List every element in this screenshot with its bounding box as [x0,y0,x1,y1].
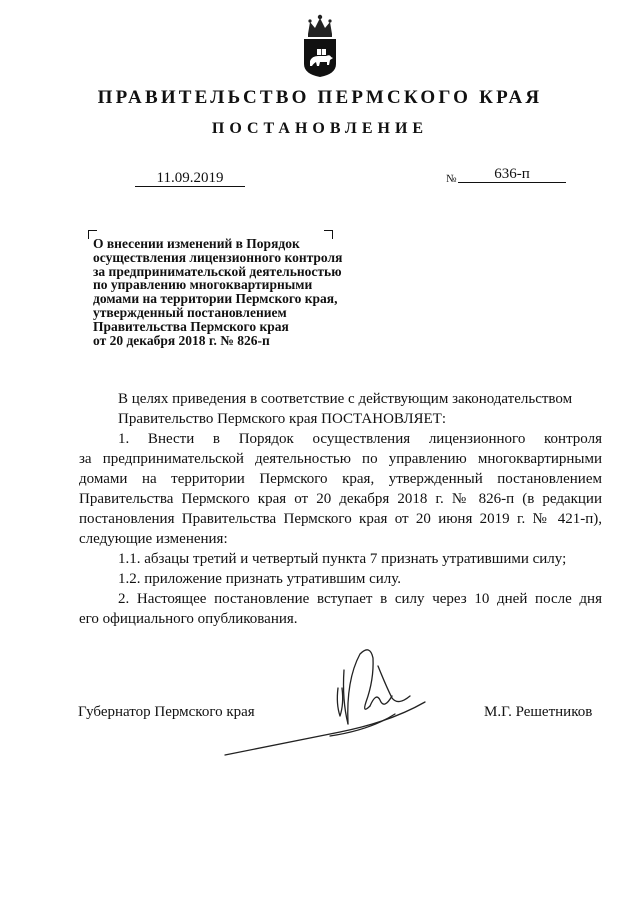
subject-line: за предпринимательской деятельностью [93,263,342,279]
subject-line: от 20 декабря 2018 г. № 826-п [93,332,270,348]
preamble-line: В целях приведения в соответствие с действующим законодательством [118,391,573,407]
document-body [79,389,602,629]
subject-line: О внесении изменений в Порядок [93,236,300,251]
signer-position: Губернатор Пермского края [78,704,255,720]
subject-line: домами на территории Пермского края, [93,291,338,307]
subject-line: по управлению многоквартирными [93,277,313,293]
subject-line: Правительства Пермского края [93,318,289,334]
preamble-line: Правительство Пермского края ПОСТАНОВЛЯЕТ: [118,411,447,427]
item-1-first-line: 1. Внести в Порядок осуществления лицензионного контроля [118,431,602,447]
item-1-text: за предпринимательской деятельностью по управлению многоквартирными домами на территории Пермского края, утвержденный постановлением Правительства Пермского края от 20 декабря 2018 г. № 826-п (в редакции постановления Правительства Пермского края от 20 июня 2019 г. № 421-п), следующие изменения: [79,451,602,547]
item-1-1: 1.1. абзацы третий и четвертый пункта 7 признать утратившими силу; [118,551,567,567]
document-date: 11.09.2019 [135,171,245,187]
document-number: 636-п [458,166,566,183]
signer-name: М.Г. Решетников [484,704,593,720]
document-type: ПОСТАНОВЛЕНИЕ [211,120,429,137]
item-2-first-line: 2. Настоящее постановление вступает в силу через 10 дней после дня [118,591,602,607]
government-title: ПРАВИТЕЛЬСТВО ПЕРМСКОГО КРАЯ [97,87,543,108]
item-2-second-line: его официального опубликования. [79,611,298,627]
subject-line: осуществления лицензионного контроля [93,249,343,265]
item-1-2: 1.2. приложение признать утратившим силу. [118,571,402,587]
handwritten-signature [220,640,460,770]
number-sign: № [446,173,457,185]
perm-krai-coat-of-arms-icon [300,12,340,78]
subject-line: утвержденный постановлением [93,304,287,320]
document-subject [93,237,393,347]
